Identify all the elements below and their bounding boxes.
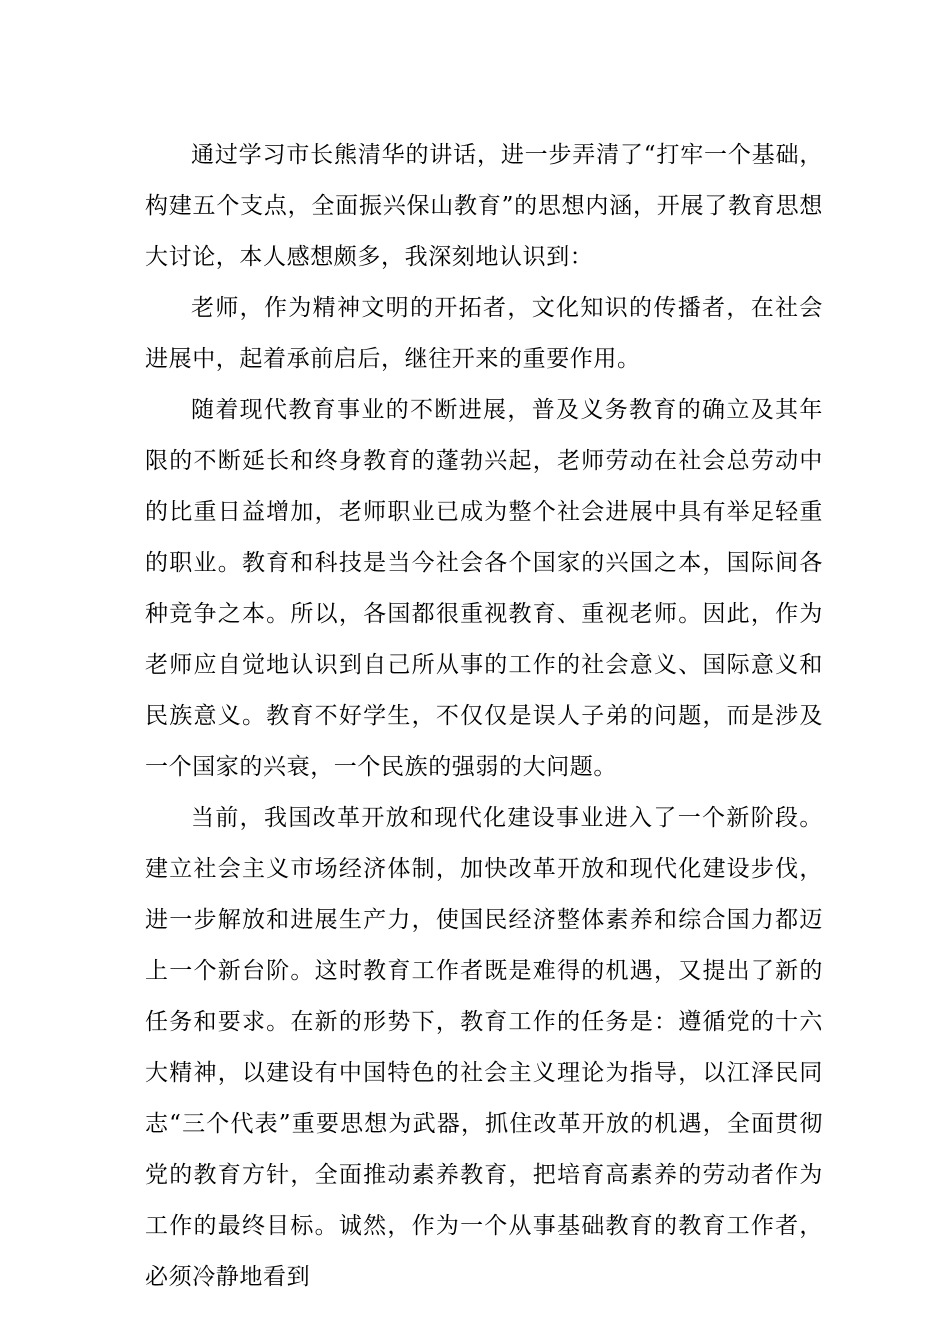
paragraph-intro: 通过学习市长熊清华的讲话，进一步弄清了“打牢一个基础，构建五个支点，全面振兴保山教育”的思想内涵，开展了教育思想大讨论，本人感想颇多，我深刻地认识到： <box>145 142 823 270</box>
paragraph-current-situation: 当前，我国改革开放和现代化建设事业进入了一个新阶段。建立社会主义市场经济体制，加快改革开放和现代化建设步伐，进一步解放和进展生产力，使国民经济整体素养和综合国力都迈上一个新台阶。这时教育工作者既是难得的机遇，又提出了新的任务和要求。在新的形势下，教育工作的任务是：遵循党的十六大精神，以建设有中国特色的社会主义理论为指导，以江泽民同志“三个代表”重要思想为武器，抓住改革开放的机遇，全面贯彻党的教育方针，全面推动素养教育，把培育高素养的劳动者作为工作的最终目标。诚然，作为一个从事基础教育的教育工作者，必须冷静地看到 <box>145 805 823 1290</box>
paragraph-education-development: 随着现代教育事业的不断进展，普及义务教育的确立及其年限的不断延长和终身教育的蓬勃兴起，老师劳动在社会总劳动中的比重日益增加，老师职业已成为整个社会进展中具有举足轻重的职业。教育和科技是当今社会各个国家的兴国之本，国际间各种竞争之本。所以，各国都很重视教育、重视老师。因此，作为老师应自觉地认识到自己所从事的工作的社会意义、国际意义和民族意义。教育不好学生，不仅仅是误人子弟的问题，而是涉及一个国家的兴衰，一个民族的强弱的大问题。 <box>145 397 823 780</box>
document-body <box>145 130 823 1303</box>
paragraph-teacher-role: 老师，作为精神文明的开拓者，文化知识的传播者，在社会进展中，起着承前启后，继往开来的重要作用。 <box>145 295 823 372</box>
